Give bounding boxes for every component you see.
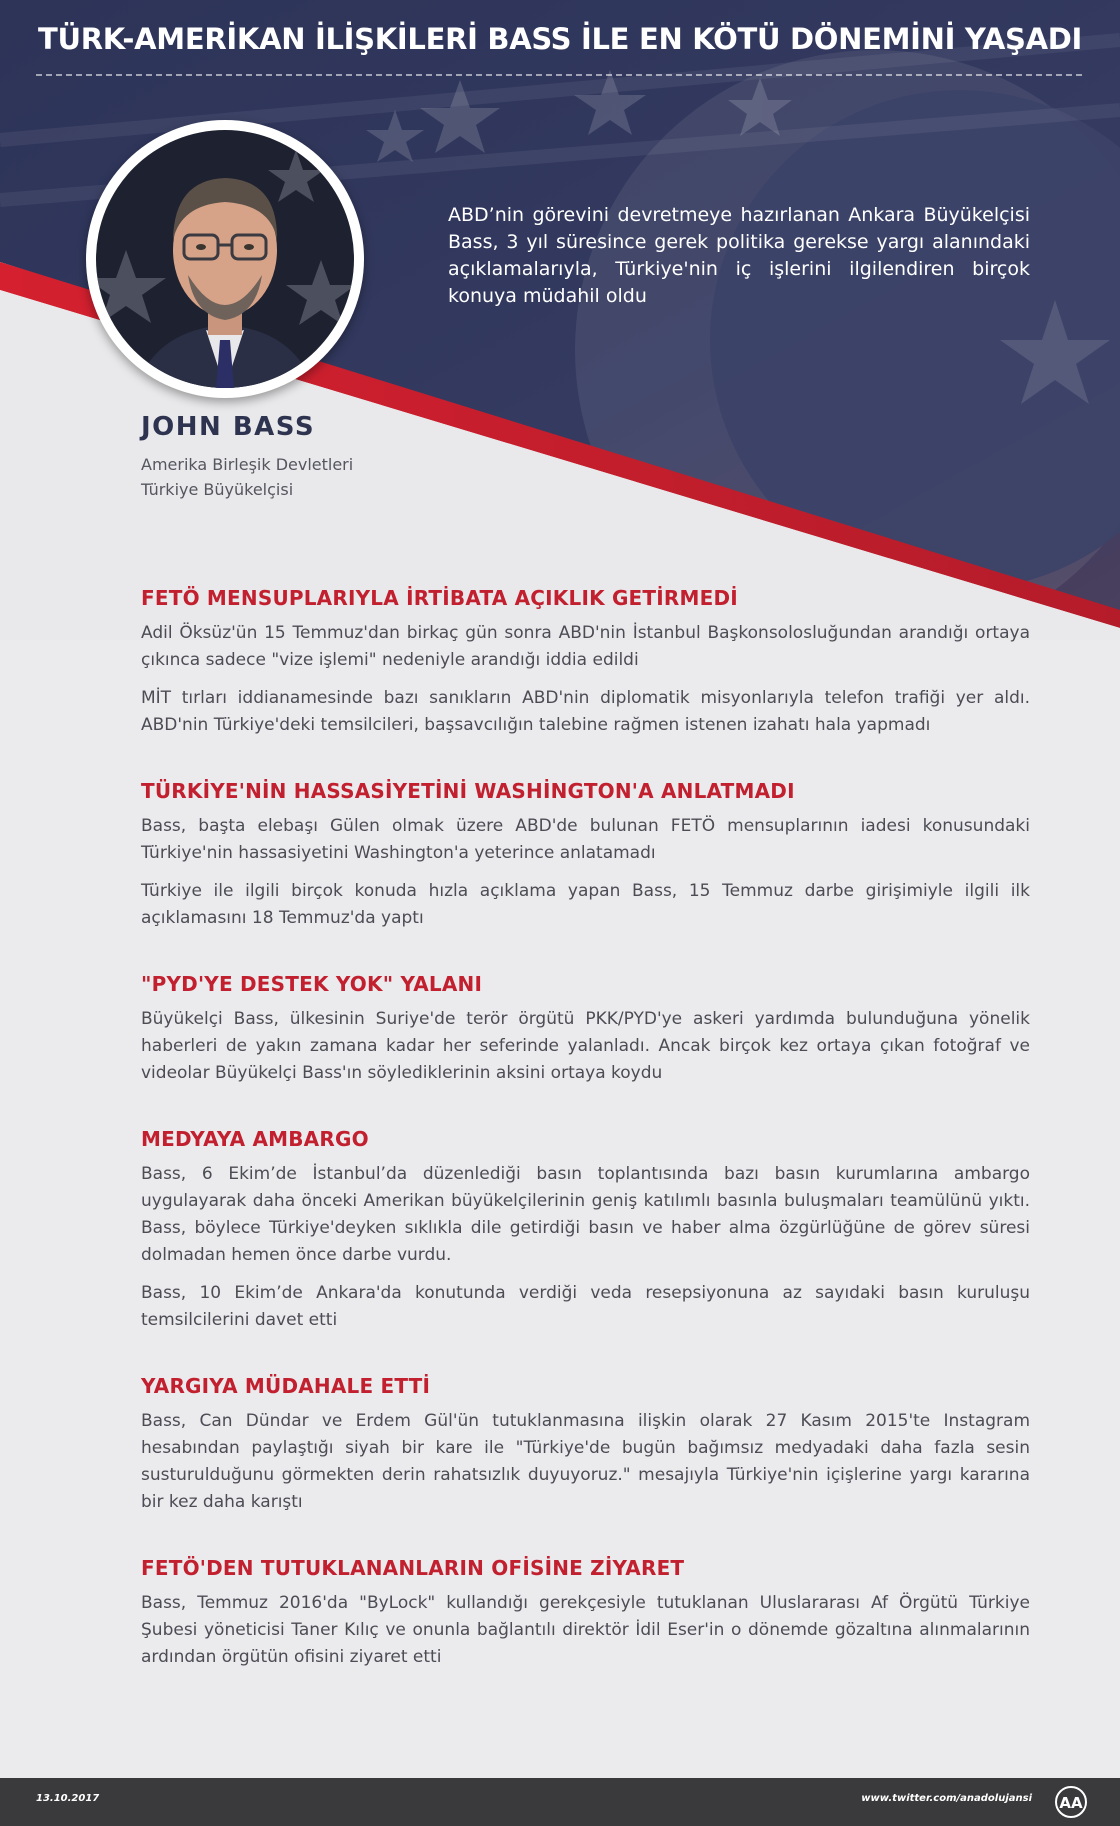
section-paragraph: Adil Öksüz'ün 15 Temmuz'dan birkaç gün sonra ABD'nin İstanbul Başkonsolosluğundan arandığı ortaya çıkınca sadece "vize işlemi" nedeniyle arandığı iddia edildi	[141, 623, 1030, 670]
section-paragraph: Bass, Can Dündar ve Erdem Gül'ün tutuklanmasına ilişkin olarak 27 Kasım 2015'te Instagram hesabından paylaştığı siyah bir kare ile "Türkiye'de bugün bağımsız medyadaki daha fazla sesin susturulduğunu görmekten derin rahatsızlık duyuyoruz." mesajıyla Türkiye'nin içişlerine yargı kararına bir kez daha karıştı	[141, 1411, 1030, 1512]
footer-bar	[0, 1778, 1120, 1826]
section-heading: "PYD'YE DESTEK YOK" YALANI	[141, 972, 483, 996]
section-heading: YARGIYA MÜDAHALE ETTİ	[141, 1374, 431, 1398]
person-name: JOHN BASS	[141, 412, 316, 442]
section-heading: FETÖ MENSUPLARIYLA İRTİBATA AÇIKLIK GETİRMEDİ	[141, 586, 738, 610]
person-role	[141, 452, 441, 502]
section-paragraph: Bass, başta elebaşı Gülen olmak üzere ABD'de bulunan FETÖ mensuplarının iadesi konusundaki Türkiye'nin hassasiyetini Washington'a yeterince anlatamadı	[141, 816, 1030, 863]
section-paragraph: Büyükelçi Bass, ülkesinin Suriye'de terör örgütü PKK/PYD'ye askeri yardımda bulunduğuna yönelik haberleri de yakın zamana kadar her seferinde yalanladı. Ancak birçok kez ortaya çıkan fotoğraf ve videolar Büyükelçi Bass'ın söylediklerinin aksini ortaya koydu	[141, 1009, 1030, 1083]
section-paragraph: MİT tırları iddianamesinde bazı sanıkların ABD'nin diplomatik misyonlarıyla telefon trafiği yer aldı. ABD'nin Türkiye'deki temsilcileri, başsavcılığın talebine rağmen istenen izahatı hala yapmadı	[141, 688, 1030, 735]
anadolu-agency-logo-icon	[1052, 1786, 1090, 1818]
intro-paragraph: ABD’nin görevini devretmeye hazırlanan Ankara Büyükelçisi Bass, 3 yıl süresince gerek politika gerekse yargı alanındaki açıklamalarıyla, Türkiye'nin iç işlerini ilgilendiren birçok konuya müdahil oldu	[448, 204, 1030, 307]
portrait-illustration	[96, 130, 354, 388]
section-paragraph: Bass, 6 Ekim’de İstanbul’da düzenlediği basın toplantısında bazı basın kurumlarına ambargo uygulayarak daha önceki Amerikan büyükelçilerinin geniş katılımlı basınla buluşmaları teamülünü yıktı. Bass, böylece Türkiye'deyken sıklıkla dile getirdiği basın ve haber alma özgürlüğüne de görev süresi dolmadan hemen önce darbe vurdu.	[141, 1164, 1030, 1265]
section-ofis-ziyaret	[141, 1556, 1030, 1671]
portrait-photo	[86, 120, 364, 398]
footer-date: 13.10.2017	[36, 1793, 100, 1804]
footer-twitter-link[interactable]: www.twitter.com/anadolujansi	[861, 1793, 1032, 1804]
logo-text: AA	[1059, 1794, 1083, 1812]
section-paragraph: Bass, 10 Ekim’de Ankara'da konutunda verdiği veda resepsiyonuna az sayıdaki basın kuruluşu temsilcilerini davet etti	[141, 1283, 1030, 1330]
title-divider	[36, 74, 1082, 76]
sections-container	[141, 586, 1030, 1711]
section-pyd	[141, 972, 1030, 1087]
person-role-line1: Amerika Birleşik Devletleri	[141, 455, 354, 474]
section-heading: FETÖ'DEN TUTUKLANANLARIN OFİSİNE ZİYARET	[141, 1556, 685, 1580]
section-heading: TÜRKİYE'NİN HASSASİYETİNİ WASHİNGTON'A ANLATMADI	[141, 779, 795, 803]
section-yargi	[141, 1374, 1030, 1516]
section-feto-irtibat	[141, 586, 1030, 739]
page-title: TÜRK-AMERİKAN İLİŞKİLERİ BASS İLE EN KÖTÜ DÖNEMİNİ YAŞADI	[38, 22, 1082, 56]
section-medya-ambargo	[141, 1127, 1030, 1334]
section-paragraph: Bass, Temmuz 2016'da "ByLock" kullandığı gerekçesiyle tutuklanan Uluslararası Af Örgütü Türkiye Şubesi yöneticisi Taner Kılıç ve onunla bağlantılı direktör İdil Eser'in o dönemde gözaltına alınmalarının ardından örgütün ofisini ziyaret etti	[141, 1593, 1030, 1667]
section-hassasiyet	[141, 779, 1030, 932]
section-paragraph: Türkiye ile ilgili birçok konuda hızla açıklama yapan Bass, 15 Temmuz darbe girişimiyle ilgili ilk açıklamasını 18 Temmuz'da yaptı	[141, 881, 1030, 928]
section-heading: MEDYAYA AMBARGO	[141, 1127, 369, 1151]
person-role-line2: Türkiye Büyükelçisi	[141, 480, 294, 499]
